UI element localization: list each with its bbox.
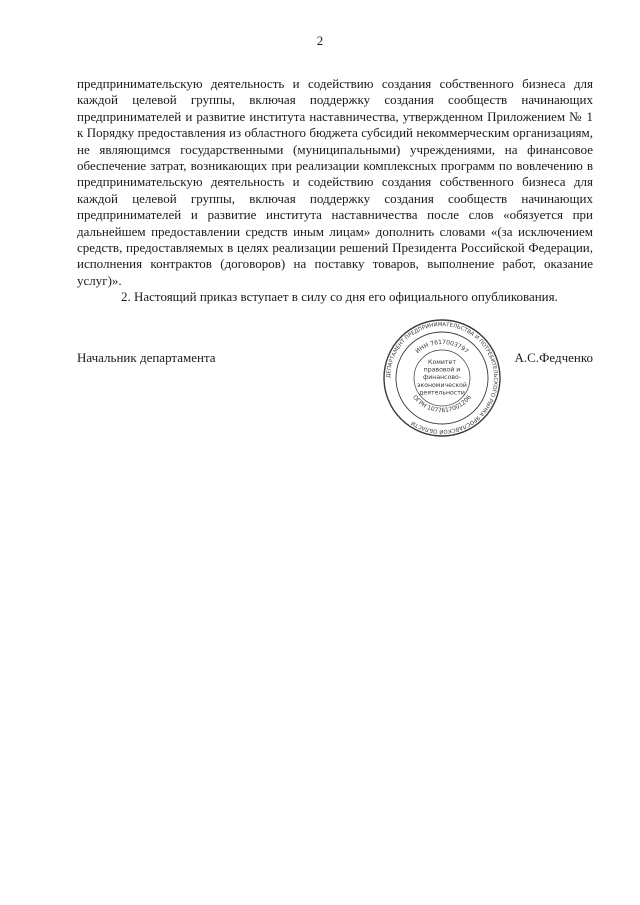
stamp-center-line: финансово-: [422, 374, 462, 382]
stamp-center-line: деятельности: [419, 389, 465, 397]
stamp-inn: ИНН 7617003797: [414, 338, 470, 356]
paragraph-continuation: предпринимательскую деятельность и содействию создания собственного бизнеса для каждой целевой группы, включая поддержку создания сообществ начинающих предпринимателей и развитие института наставничества, утвержденном Приложением № 1 к Порядку предоставления из областного бюджета субсидий некоммерческим организациям, не являющимся государственными (муниципальными) учреждениями, на финансовое обеспечение затрат, возникающих при реализации комплексных программ по вовлечению в предпринимательскую деятельность и содействию создания собственного бизнеса для каждой целевой группы, включая поддержку создания сообществ начинающих предпринимателей и развитие института наставничества после слов «обязуется при дальнейшем предоставлении средств иным лицам» дополнить словами «(за исключением средств, предоставляемых в целях реализации решений Президента Российской Федерации, исполнения контрактов (договоров) на поставку товаров, выполнение работ, оказание услуг)».: [77, 76, 593, 288]
stamp-ogrn: ОГРН 1077617001206: [411, 393, 473, 415]
official-seal-stamp: [382, 318, 502, 438]
page-number: 2: [316, 33, 324, 48]
paragraph-effective-date: 2. Настоящий приказ вступает в силу со дня его официального опубликования.: [121, 289, 558, 305]
stamp-center-line: Комитет: [428, 359, 456, 366]
svg-text:ОГРН 1077617001206: [411, 394, 473, 414]
stamp-center-text: [417, 359, 467, 396]
signatory-name: А.С.Федченко: [514, 350, 593, 365]
stamp-center-line: правовой и: [423, 366, 461, 374]
document-body: [77, 76, 593, 306]
signatory-position: Начальник департамента: [77, 350, 216, 365]
svg-text:ИНН 7617003797: [414, 339, 469, 355]
stamp-center-line: экономической: [417, 381, 467, 389]
stamp-outer-text: ДЕПАРТАМЕНТ ПРЕДПРИНИМАТЕЛЬСТВА И ПОТРЕБИТЕЛЬСКОГО РЫНКА ЯРОСЛАВСКОЙ ОБЛАСТИ: [385, 321, 499, 435]
